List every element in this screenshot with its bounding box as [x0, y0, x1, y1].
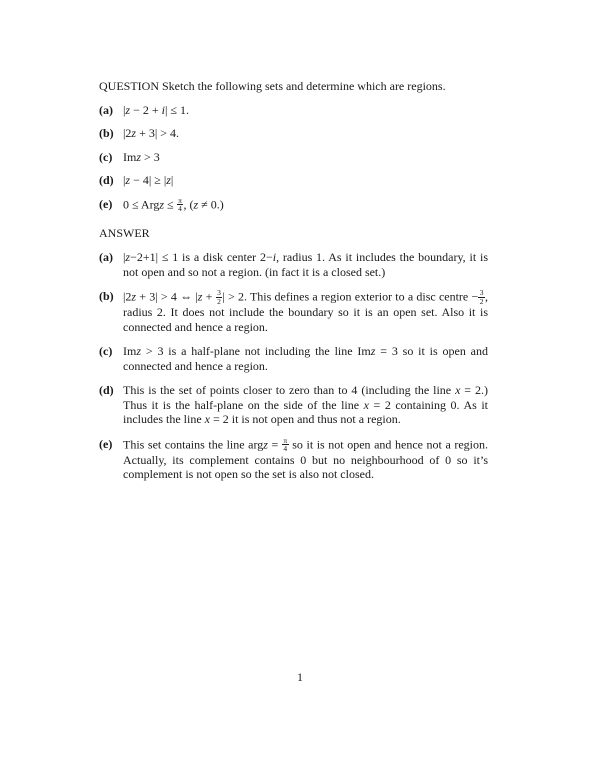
answer-item-e — [99, 437, 488, 482]
question-item-d — [99, 173, 488, 188]
item-label: (c) — [99, 149, 113, 164]
item-label: (a) — [99, 102, 113, 117]
math-run: z — [125, 173, 131, 187]
answer-heading: ANSWER — [99, 225, 150, 240]
text-run: |2 — [123, 126, 132, 140]
question-item-c — [99, 150, 488, 165]
text-run: ≠ 0.) — [198, 196, 224, 211]
item-label: (e) — [99, 196, 113, 211]
math-run: z — [131, 126, 137, 140]
question-intro-line — [99, 79, 488, 94]
fraction-numerator: π — [283, 435, 288, 445]
text-run: , radius 2. It does not include the boundary so it is an open set. Also it is connected and hence a region. — [123, 289, 488, 334]
item-label: (c) — [99, 344, 113, 358]
page-content — [99, 79, 488, 482]
text-run: > 3 — [141, 149, 160, 164]
text-run: > 3 is a half-plane not including the line Im — [141, 344, 371, 358]
text-run: − 2 + — [130, 102, 162, 117]
item-label: (a) — [99, 250, 113, 264]
item-label: (d) — [99, 173, 114, 187]
math-run: x — [363, 397, 369, 412]
text-run: = — [267, 436, 282, 451]
answer-item-a — [99, 250, 488, 279]
text-run: 0 ≤ Arg — [123, 196, 160, 211]
text-run: | > 2. This defines a region exterior to a disc centre − — [222, 289, 479, 304]
fraction — [282, 437, 289, 453]
item-label: (e) — [99, 436, 113, 451]
answer-item-b — [99, 289, 488, 334]
text-run: This is the set of points closer to zero than to 4 (including the line — [123, 383, 456, 397]
item-body — [123, 173, 488, 188]
fraction-numerator: 3 — [217, 288, 221, 297]
math-run: z — [370, 344, 376, 358]
math-run: z — [136, 344, 142, 358]
text-run: |2 — [123, 289, 132, 304]
text-run: so it is not open and hence not a region. Actually, its complement contains 0 but no neighbourhood of 0 so it’s complement is not open so the set is also not closed. — [123, 436, 489, 481]
fraction-numerator: 3 — [479, 288, 484, 297]
text-run: | — [170, 173, 174, 187]
math-run: i — [161, 102, 165, 117]
question-intro-text: Sketch the following sets and determine which are regions. — [162, 79, 446, 93]
item-body — [123, 383, 488, 427]
question-heading: QUESTION — [99, 79, 159, 93]
text-run: | — [123, 102, 126, 117]
math-run: z — [263, 436, 268, 451]
item-label: (b) — [99, 126, 114, 140]
question-item-a — [99, 103, 488, 118]
text-run: = 3 so it is open and connected and hence a region. — [123, 344, 488, 373]
answer-item-d — [99, 383, 488, 427]
item-body — [123, 289, 488, 334]
fraction-denominator: 2 — [217, 296, 221, 306]
item-label: (b) — [99, 289, 114, 303]
item-body — [123, 103, 488, 118]
item-body — [123, 150, 488, 165]
text-run: = 2 containing 0. As it includes the line — [123, 397, 488, 426]
item-body — [123, 126, 488, 141]
math-run: x — [204, 412, 210, 426]
question-item-b — [99, 126, 488, 141]
fraction — [478, 289, 485, 305]
math-run: z — [159, 196, 165, 211]
math-run: z — [193, 196, 199, 211]
text-run: −2+1| ≤ 1 is a disk center 2− — [130, 250, 273, 264]
text-run: − 4| ≥ | — [130, 173, 167, 187]
text-run: = 2.) Thus it is the half-plane on the side of the line — [123, 383, 488, 412]
text-run: + 3| > 4 ⇔ | — [136, 289, 198, 304]
text-run: Im — [123, 344, 137, 358]
text-run: + 3| > 4. — [136, 126, 180, 140]
fraction-denominator: 2 — [479, 296, 484, 306]
fraction-numerator: π — [178, 195, 182, 205]
text-run: , radius 1. As it includes the boundary, it is not open and so not a region. (in fact it is a closed set.) — [123, 250, 488, 279]
fraction-denominator: 4 — [283, 444, 288, 453]
math-run: z — [197, 289, 203, 304]
text-run: | ≤ 1. — [164, 102, 189, 117]
math-run: x — [455, 383, 461, 397]
math-run: z — [136, 149, 142, 164]
item-body — [123, 437, 488, 482]
math-run: z — [131, 289, 137, 304]
text-run: | — [123, 173, 126, 187]
text-run: + — [202, 289, 216, 304]
page-number: 1 — [297, 670, 303, 684]
math-run: z — [125, 102, 131, 117]
text-run: , ( — [183, 196, 194, 211]
text-run: | — [123, 250, 126, 264]
text-run: This set contains the line arg — [123, 436, 264, 451]
text-run: ≤ — [164, 196, 177, 211]
item-body — [123, 250, 488, 279]
question-item-e — [99, 197, 488, 213]
math-run: z — [166, 173, 171, 187]
item-body — [123, 197, 488, 213]
item-body — [123, 344, 488, 373]
fraction-denominator: 4 — [178, 204, 182, 213]
answer-item-c — [99, 344, 488, 373]
text-run: Im — [123, 149, 137, 164]
math-run: i — [272, 250, 277, 264]
math-run: z — [125, 250, 131, 264]
text-run: = 2 it is not open and thus not a region. — [209, 412, 401, 426]
item-label: (d) — [99, 383, 114, 397]
